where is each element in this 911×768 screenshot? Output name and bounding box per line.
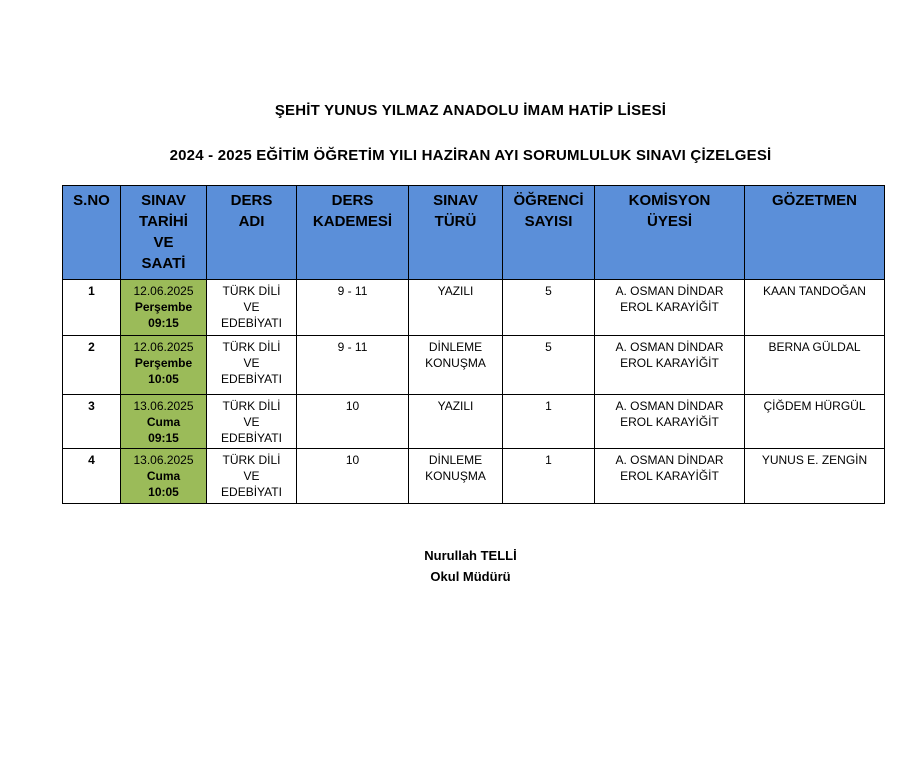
row-date-cell xyxy=(121,280,207,336)
row-committee-member: EROL KARAYİĞİT xyxy=(620,469,719,483)
row-day: Cuma xyxy=(146,415,181,429)
header-committee-line: KOMİSYON xyxy=(628,192,711,209)
header-committee xyxy=(595,186,745,280)
row-time: 09:15 xyxy=(148,316,179,330)
table-header-row xyxy=(63,186,885,280)
row-committee-member: EROL KARAYİĞİT xyxy=(620,415,719,429)
header-exam-type-line: TÜRÜ xyxy=(434,213,477,230)
row-exam-type-line: KONUŞMA xyxy=(425,356,486,370)
header-date xyxy=(121,186,207,280)
row-students: 5 xyxy=(503,336,595,395)
header-students xyxy=(503,186,595,280)
row-course-line: VE xyxy=(243,356,260,370)
row-course-line: EDEBİYATI xyxy=(221,431,282,445)
row-students: 5 xyxy=(503,280,595,336)
row-students: 1 xyxy=(503,449,595,504)
header-committee-line: ÜYESİ xyxy=(646,213,692,230)
row-course-line: EDEBİYATI xyxy=(221,316,282,330)
row-exam-type-line: DİNLEME xyxy=(428,453,483,467)
signature-block xyxy=(0,545,911,587)
row-committee-member: EROL KARAYİĞİT xyxy=(620,300,719,314)
row-committee-member: A. OSMAN DİNDAR xyxy=(615,399,724,413)
row-course-line: TÜRK DİLİ xyxy=(222,340,281,354)
table-row xyxy=(63,280,885,336)
row-proctor: KAAN TANDOĞAN xyxy=(745,280,885,336)
row-exam-type-line: KONUŞMA xyxy=(425,469,486,483)
signatory-position: Okul Müdürü xyxy=(430,569,511,584)
row-sno: 3 xyxy=(63,395,121,449)
header-grade xyxy=(297,186,409,280)
header-date-line: SINAV xyxy=(141,192,186,209)
row-committee xyxy=(595,449,745,504)
row-time: 10:05 xyxy=(148,485,179,499)
row-committee xyxy=(595,280,745,336)
row-course-line: TÜRK DİLİ xyxy=(222,453,281,467)
row-course xyxy=(207,395,297,449)
row-course xyxy=(207,449,297,504)
document-title: 2024 - 2025 EĞİTİM ÖĞRETİM YILI HAZİRAN AYI SORUMLULUK SINAVI ÇİZELGESİ xyxy=(169,147,772,164)
row-date: 12.06.2025 xyxy=(133,284,194,298)
row-date-cell xyxy=(121,336,207,395)
row-day: Perşembe xyxy=(134,356,193,370)
row-course-line: VE xyxy=(243,415,260,429)
row-proctor: ÇİĞDEM HÜRGÜL xyxy=(745,395,885,449)
row-grade: 9 - 11 xyxy=(297,336,409,395)
header-students-line: SAYISI xyxy=(524,213,573,230)
row-time: 09:15 xyxy=(148,431,179,445)
row-proctor: BERNA GÜLDAL xyxy=(745,336,885,395)
row-grade: 10 xyxy=(297,395,409,449)
row-exam-type-line: DİNLEME xyxy=(428,340,483,354)
row-sno: 4 xyxy=(63,449,121,504)
header-exam-type-line: SINAV xyxy=(433,192,478,209)
row-day: Cuma xyxy=(146,469,181,483)
header-grade-line: DERS xyxy=(331,192,374,209)
row-course xyxy=(207,280,297,336)
header-date-line: VE xyxy=(153,234,174,251)
row-date: 13.06.2025 xyxy=(133,399,194,413)
table-row xyxy=(63,395,885,449)
header-sno: S.NO xyxy=(63,186,121,280)
header-course xyxy=(207,186,297,280)
row-grade: 10 xyxy=(297,449,409,504)
row-date: 13.06.2025 xyxy=(133,453,194,467)
header-proctor: GÖZETMEN xyxy=(745,186,885,280)
row-exam-type xyxy=(409,449,503,504)
row-students: 1 xyxy=(503,395,595,449)
row-sno: 2 xyxy=(63,336,121,395)
school-name: ŞEHİT YUNUS YILMAZ ANADOLU İMAM HATİP LİSESİ xyxy=(274,102,667,119)
row-course-line: EDEBİYATI xyxy=(221,485,282,499)
row-course-line: TÜRK DİLİ xyxy=(222,399,281,413)
table-row xyxy=(63,336,885,395)
row-date-cell xyxy=(121,395,207,449)
row-exam-type xyxy=(409,395,503,449)
row-course-line: VE xyxy=(243,300,260,314)
row-course xyxy=(207,336,297,395)
header-grade-line: KADEMESİ xyxy=(312,213,393,230)
header-course-line: ADI xyxy=(238,213,265,230)
row-committee-member: A. OSMAN DİNDAR xyxy=(615,453,724,467)
row-committee-member: EROL KARAYİĞİT xyxy=(620,356,719,370)
row-sno: 1 xyxy=(63,280,121,336)
row-course-line: EDEBİYATI xyxy=(221,372,282,386)
row-committee xyxy=(595,336,745,395)
row-day: Perşembe xyxy=(134,300,193,314)
header-exam-type xyxy=(409,186,503,280)
header-date-line: SAATİ xyxy=(141,255,186,272)
row-exam-type xyxy=(409,336,503,395)
row-course-line: VE xyxy=(243,469,260,483)
row-committee-member: A. OSMAN DİNDAR xyxy=(615,284,724,298)
row-time: 10:05 xyxy=(148,372,179,386)
row-course-line: TÜRK DİLİ xyxy=(222,284,281,298)
row-proctor: YUNUS E. ZENGİN xyxy=(745,449,885,504)
row-exam-type-line: YAZILI xyxy=(437,399,474,413)
row-committee-member: A. OSMAN DİNDAR xyxy=(615,340,724,354)
exam-schedule-table xyxy=(62,185,885,504)
table-row xyxy=(63,449,885,504)
row-exam-type-line: YAZILI xyxy=(437,284,474,298)
header-date-line: TARİHİ xyxy=(139,213,188,230)
header-students-line: ÖĞRENCİ xyxy=(513,192,584,209)
row-grade: 9 - 11 xyxy=(297,280,409,336)
header-course-line: DERS xyxy=(230,192,273,209)
row-committee xyxy=(595,395,745,449)
row-date-cell xyxy=(121,449,207,504)
row-date: 12.06.2025 xyxy=(133,340,194,354)
row-exam-type xyxy=(409,280,503,336)
signatory-name: Nurullah TELLİ xyxy=(424,548,517,563)
